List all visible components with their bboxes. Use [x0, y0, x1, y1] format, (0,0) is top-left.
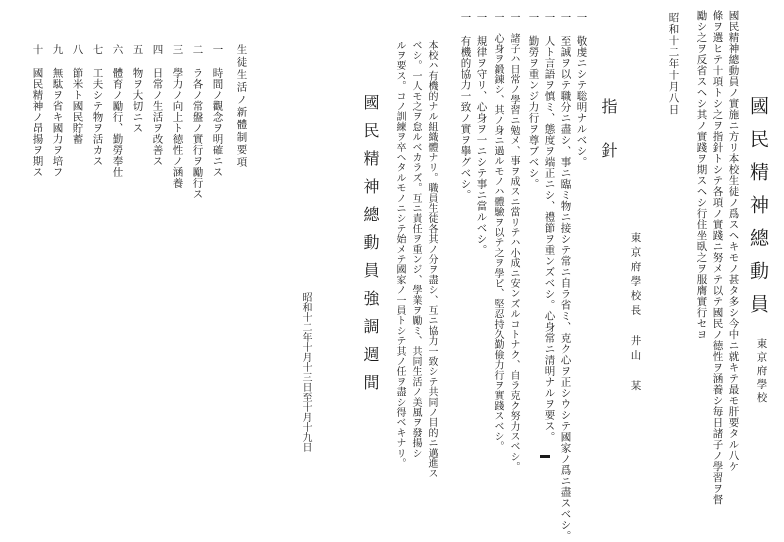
left-item-2: 二 ラ各ノ常盤ノ實行ヲ勵行ス: [191, 44, 204, 200]
directive-3: 一 人ト言語ヲ慎ミ、態度ヲ端正ニシ、禮節ヲ重ンズベシ。心身常ニ清明ナルヲ要ス。: [543, 12, 556, 443]
middle-body-line-2: ベシ。一人モ之ヲ怠ルベカラズ。互ニ責任ヲ重ンジ、學業ヲ勵ミ、共同生活ノ美風ヲ發揚シ: [410, 40, 421, 459]
left-item-4: 四 日常ノ生活ヲ改善ス: [151, 44, 164, 167]
directives-heading: 指針: [599, 98, 618, 186]
middle-date: 昭和十二年十月十三日至十月十九日: [300, 292, 311, 452]
left-item-3: 三 學力ノ向上ト徳性ノ涵養: [171, 44, 184, 189]
right-body-line-3: 勵シ之ヲ反省スヘシ其ノ實踐ヲ期スヘシ行住坐臥之ヲ服膺實行セヨ: [695, 10, 708, 340]
directive-1: 一 敬虔ニシテ聡明ナルベシ。: [575, 12, 588, 168]
left-item-9: 九 無駄ヲ省キ國力ヲ培フ: [51, 44, 64, 178]
directive-5: 一 諸子ハ日常ノ學習ニ勉メ、事ヲ成スニ當リテハ小成ニ安ンズルコトナク、自ラ克ク努力スベシ。: [508, 12, 519, 472]
directive-7: 一 規律ヲ守リ、心身ヲ一ニシテ事ニ當ルベシ。: [475, 12, 488, 256]
scan-mark: [540, 455, 550, 458]
right-body-line-1: 國民精神總動員ノ實施ニ方リ本校生徒ノ爲スヘキモノ甚タ多シ今中ニ就キテ最モ肝要タル八ケ: [727, 10, 740, 472]
right-body-line-2: 條ヲ選ヒテ十項トシ之ヲ指針トシテ各項ノ實踐ニ努メテ以テ國民ノ徳性ヲ涵養シ毎日諸子ノ學習ヲ督: [711, 10, 724, 505]
right-date: 昭和十二年十月八日: [667, 12, 680, 116]
title-right: 國民精神總動員: [747, 96, 769, 327]
middle-body-line-1: 本校ハ有機的ナル組織體ナリ。職員生徒各其ノ分ヲ盡シ、互ニ協力一致シテ共同ノ目的ニ邁進ス: [426, 40, 437, 479]
right-signature: 東京府學校長 井山 某: [629, 232, 642, 395]
directive-6: 一 心身ヲ鍛錬シ、其ノ身ニ過ルモノハ體驗ヲ以テ之ヲ學ビ、堅忍持久勤儉力行ヲ實踐スベシ。: [492, 12, 503, 452]
left-item-6: 六 體育ノ勵行、勤勞奉仕: [111, 44, 124, 178]
middle-body-line-3: ルヲ要ス。コノ訓練ヲ卒ヘタルモノニシテ始メテ國家ノ一員トシテ其ノ任ヲ盡シ得ベキナリ。: [394, 40, 405, 469]
left-item-1: 一 時間ノ觀念ヲ明確ニス: [211, 44, 224, 178]
directive-8: 一 有機的協力一致ノ實ヲ擧グベシ。: [459, 12, 472, 201]
left-heading: 生徒生活ノ新體制要項: [235, 44, 248, 169]
directive-4: 一 勤勞ヲ重ンジ力行ヲ尊ブベシ。: [527, 12, 540, 190]
left-item-7: 七 工夫シテ物ヲ活カス: [91, 44, 104, 167]
left-item-8: 八 節米ト國民貯蓄: [71, 44, 84, 145]
left-item-5: 五 物ヲ大切ニス: [131, 44, 144, 134]
middle-title: 國民精神總動員強調週間: [361, 94, 380, 402]
directive-2: 一 至誠ヲ以テ職分ニ盡シ、事ニ臨ミ物ニ接シテ常ニ自ラ省ミ、克ク心ヲ正シウシテ國家ノ爲ニ盡スベシ。: [559, 12, 572, 542]
left-item-10: 十 國民精神ノ昂揚ヲ期ス: [31, 44, 44, 178]
school-name: 東京府學校: [755, 338, 768, 406]
